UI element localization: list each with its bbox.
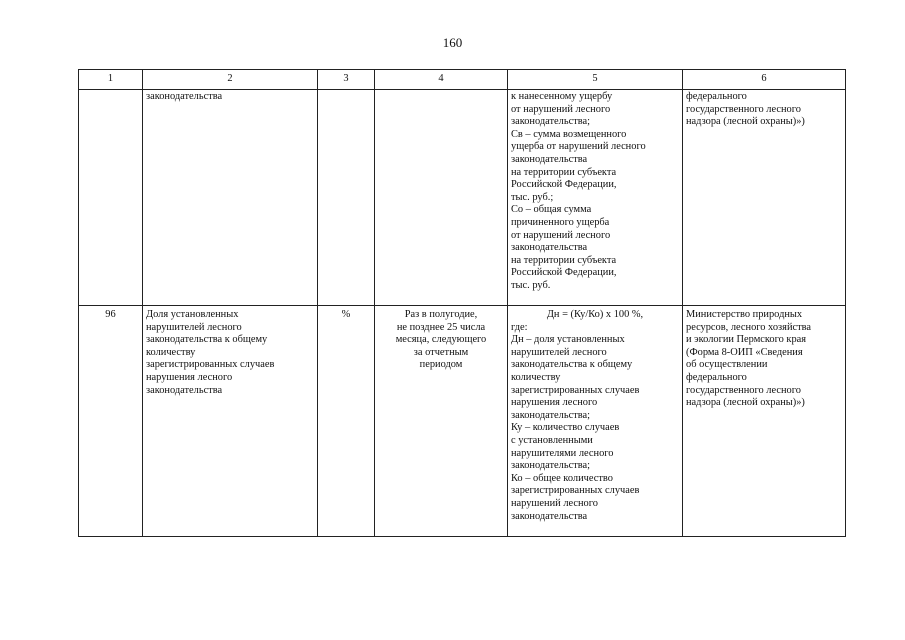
cell-text-line: об осуществлении xyxy=(686,359,768,371)
cell-source xyxy=(683,90,846,306)
table-row xyxy=(79,306,846,537)
cell-text-line: тыс. руб. xyxy=(511,279,551,291)
cell-text-line: с установленными xyxy=(511,434,593,446)
cell-text-line: ущерба от нарушений лесного xyxy=(511,141,646,153)
cell-indicator-name xyxy=(143,306,318,537)
cell-text-line: 96 xyxy=(105,309,116,320)
cell-text-line: Российской Федерации, xyxy=(511,267,617,279)
cell-text-line: количеству xyxy=(511,371,561,383)
cell-text-line: законодательства xyxy=(146,384,223,396)
cell-text-line: Российской Федерации, xyxy=(511,179,617,191)
cell-formula xyxy=(508,90,683,306)
cell-text-line: законодательства xyxy=(511,510,588,522)
table-header-row xyxy=(79,70,846,90)
page-number: 160 xyxy=(442,35,463,50)
cell-text-line: Дн – доля установленных xyxy=(511,334,625,346)
cell-text-line: законодательства к общему xyxy=(146,334,268,346)
cell-text-line: нарушителей лесного xyxy=(511,346,607,358)
cell-text-line: за отчетным xyxy=(413,346,469,358)
cell-text-line: законодательства; xyxy=(511,409,591,421)
header-cell: 1 xyxy=(79,70,143,90)
cell-formula xyxy=(508,306,683,537)
cell-text-line: где: xyxy=(511,321,528,333)
cell-text-line: нарушителями лесного xyxy=(511,447,614,459)
cell-periodicity xyxy=(375,306,508,537)
cell-text-line: месяца, следующего xyxy=(395,334,487,346)
cell-text-line: к нанесенному ущербу xyxy=(511,91,613,102)
cell-text-line: от нарушений лесного xyxy=(511,229,611,241)
cell-text-line: государственного лесного xyxy=(686,103,801,115)
cell-text-line: надзора (лесной охраны)») xyxy=(686,116,805,128)
cell-text-line: нарушителей лесного xyxy=(146,321,242,333)
cell-text-line: зарегистрированных случаев xyxy=(511,485,640,497)
cell-text-line: причиненного ущерба xyxy=(511,216,610,228)
cell-text-line: нарушения лесного xyxy=(146,371,233,383)
cell-text-line: нарушений лесного xyxy=(511,497,598,509)
cell-text-line: законодательства xyxy=(146,91,223,102)
header-cell: 6 xyxy=(683,70,846,90)
cell-source xyxy=(683,306,846,537)
cell-periodicity xyxy=(375,90,508,306)
indicator-table xyxy=(78,69,846,537)
cell-text-line: количеству xyxy=(146,346,196,358)
cell-text-line: надзора (лесной охраны)») xyxy=(686,397,805,409)
cell-number xyxy=(79,306,143,537)
cell-text-line: периодом xyxy=(419,359,463,371)
cell-text-line: Доля установленных xyxy=(146,309,239,320)
cell-unit xyxy=(318,90,375,306)
cell-text-line: законодательства; xyxy=(511,460,591,472)
header-cell: 3 xyxy=(318,70,375,90)
header-cell: 4 xyxy=(375,70,508,90)
cell-text-line: % xyxy=(341,309,351,320)
cell-text-line: зарегистрированных случаев xyxy=(146,359,275,371)
cell-text-line: на территории субъекта xyxy=(511,254,617,266)
cell-text-line: государственного лесного xyxy=(686,384,801,396)
cell-text-line: законодательства xyxy=(511,153,588,165)
cell-text-line: законодательства к общему xyxy=(511,359,633,371)
cell-text-line: зарегистрированных случаев xyxy=(511,384,640,396)
cell-text-line: Министерство природных xyxy=(686,309,803,320)
cell-text-line: Ку – количество случаев xyxy=(511,422,620,434)
cell-text-line: нарушения лесного xyxy=(511,397,598,409)
cell-text-line: на территории субъекта xyxy=(511,166,617,178)
cell-text-line: от нарушений лесного xyxy=(511,103,611,115)
cell-unit xyxy=(318,306,375,537)
cell-text-line: (Форма 8-ОИП «Сведения xyxy=(686,346,803,358)
cell-text-line: федерального xyxy=(686,371,747,383)
cell-text-line: ресурсов, лесного хозяйства xyxy=(686,321,812,333)
cell-text-line: Раз в полугодие, xyxy=(404,309,478,320)
table-row xyxy=(79,90,846,306)
cell-text-line: Со – общая сумма xyxy=(511,204,592,216)
cell-indicator-name xyxy=(143,90,318,306)
cell-text-line: Дн = (Ку/Ко) х 100 %, xyxy=(546,309,644,320)
cell-text-line: Ко – общее количество xyxy=(511,472,613,484)
cell-number xyxy=(79,90,143,306)
cell-text-line: законодательства; xyxy=(511,116,591,128)
cell-text-line: федерального xyxy=(686,91,747,102)
cell-text-line: законодательства xyxy=(511,242,588,254)
cell-text-line: и экологии Пермского края xyxy=(686,334,807,346)
header-cell: 2 xyxy=(143,70,318,90)
cell-text-line: тыс. руб.; xyxy=(511,191,554,203)
cell-text-line: не позднее 25 числа xyxy=(396,321,486,333)
cell-text-line: Св – сумма возмещенного xyxy=(511,128,627,140)
header-cell: 5 xyxy=(508,70,683,90)
